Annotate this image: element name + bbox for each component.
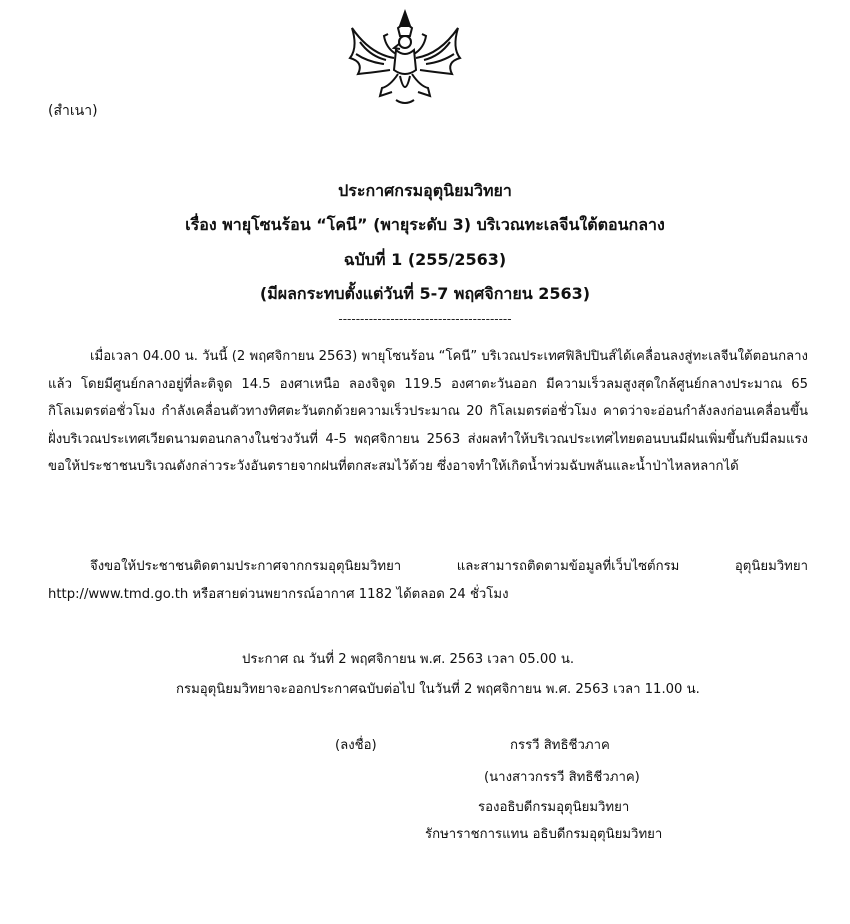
issue-number: ฉบับที่ 1 (255/2563) xyxy=(343,250,507,269)
signature-label: (ลงชื่อ) xyxy=(335,738,377,753)
signatory-position: รองอธิบดีกรมอุตุนิยมวิทยา xyxy=(478,800,630,815)
announcement-title: ประกาศกรมอุตุนิยมวิทยา xyxy=(338,181,512,200)
signatory-acting-position: รักษาราชการแทน อธิบดีกรมอุตุนิยมวิทยา xyxy=(425,827,663,842)
announcement-subject: เรื่อง พายุโซนร้อน “โคนี” (พายุระดับ 3) บริเวณทะเลจีนใต้ตอนกลาง xyxy=(185,215,665,234)
garuda-emblem-icon xyxy=(340,8,470,108)
body-paragraph-2: จึงขอให้ประชาชนติดตามประกาศจากกรมอุตุนิยมวิทยา และสามารถติดตามข้อมูลที่เว็บไซต์กรม อุตุนิยมวิทยา http://www.tmd.go.th หรือสายด่วนพยากรณ์อากาศ 1182 ได้ตลอด 24 ชั่วโมง xyxy=(48,559,808,602)
effective-dates: (มีผลกระทบตั้งแต่วันที่ 5-7 พฤศจิกายน 2563) xyxy=(259,284,591,303)
signatory-name: (นางสาวกรรวี สิทธิชีวภาค) xyxy=(484,770,640,785)
announcement-date: ประกาศ ณ วันที่ 2 พฤศจิกายน พ.ศ. 2563 เวลา 05.00 น. xyxy=(242,652,575,667)
copy-label: (สำเนา) xyxy=(48,103,98,119)
body-paragraph-1: เมื่อเวลา 04.00 น. วันนี้ (2 พฤศจิกายน 2563) พายุโซนร้อน “โคนี” บริเวณประเทศฟิลิปปินส์ได้เคลื่อนลงสู่ทะเลจีนใต้ตอนกลางแล้ว โดยมีศูนย์กลางอยู่ที่ละติจูด 14.5 องศาเหนือ ลองจิจูด 119.5 องศาตะวันออก มีความเร็วลมสูงสุดใกล้ศูนย์กลางประมาณ 65 กิโลเมตรต่อชั่วโมง กำลังเคลื่อนตัวทางทิศตะวันตกด้วยความเร็วประมาณ 20 กิโลเมตรต่อชั่วโมง คาดว่าจะอ่อนกำลังลงก่อนเคลื่อนขึ้นฝั่งบริเวณประเทศเวียดนามตอนกลางในช่วงวันที่ 4-5 พฤศจิกายน 2563 ส่งผลทำให้บริเวณประเทศไทยตอนบนมีฝนเพิ่มขึ้นกับมีลมแรง ขอให้ประชาชนบริเวณดังกล่าวระวังอันตรายจากฝนที่ตกสะสมไว้ด้วย ซึ่งอาจทำให้เกิดน้ำท่วมฉับพลันและน้ำป่าไหลหลากได้ xyxy=(48,349,808,474)
next-issue-notice: กรมอุตุนิยมวิทยาจะออกประกาศฉบับต่อไป ในวันที่ 2 พฤศจิกายน พ.ศ. 2563 เวลา 11.00 น. xyxy=(176,682,700,697)
separator-line: ---------------------------------------- xyxy=(338,312,512,326)
signed-name: กรรวี สิทธิชีวภาค xyxy=(510,738,610,753)
